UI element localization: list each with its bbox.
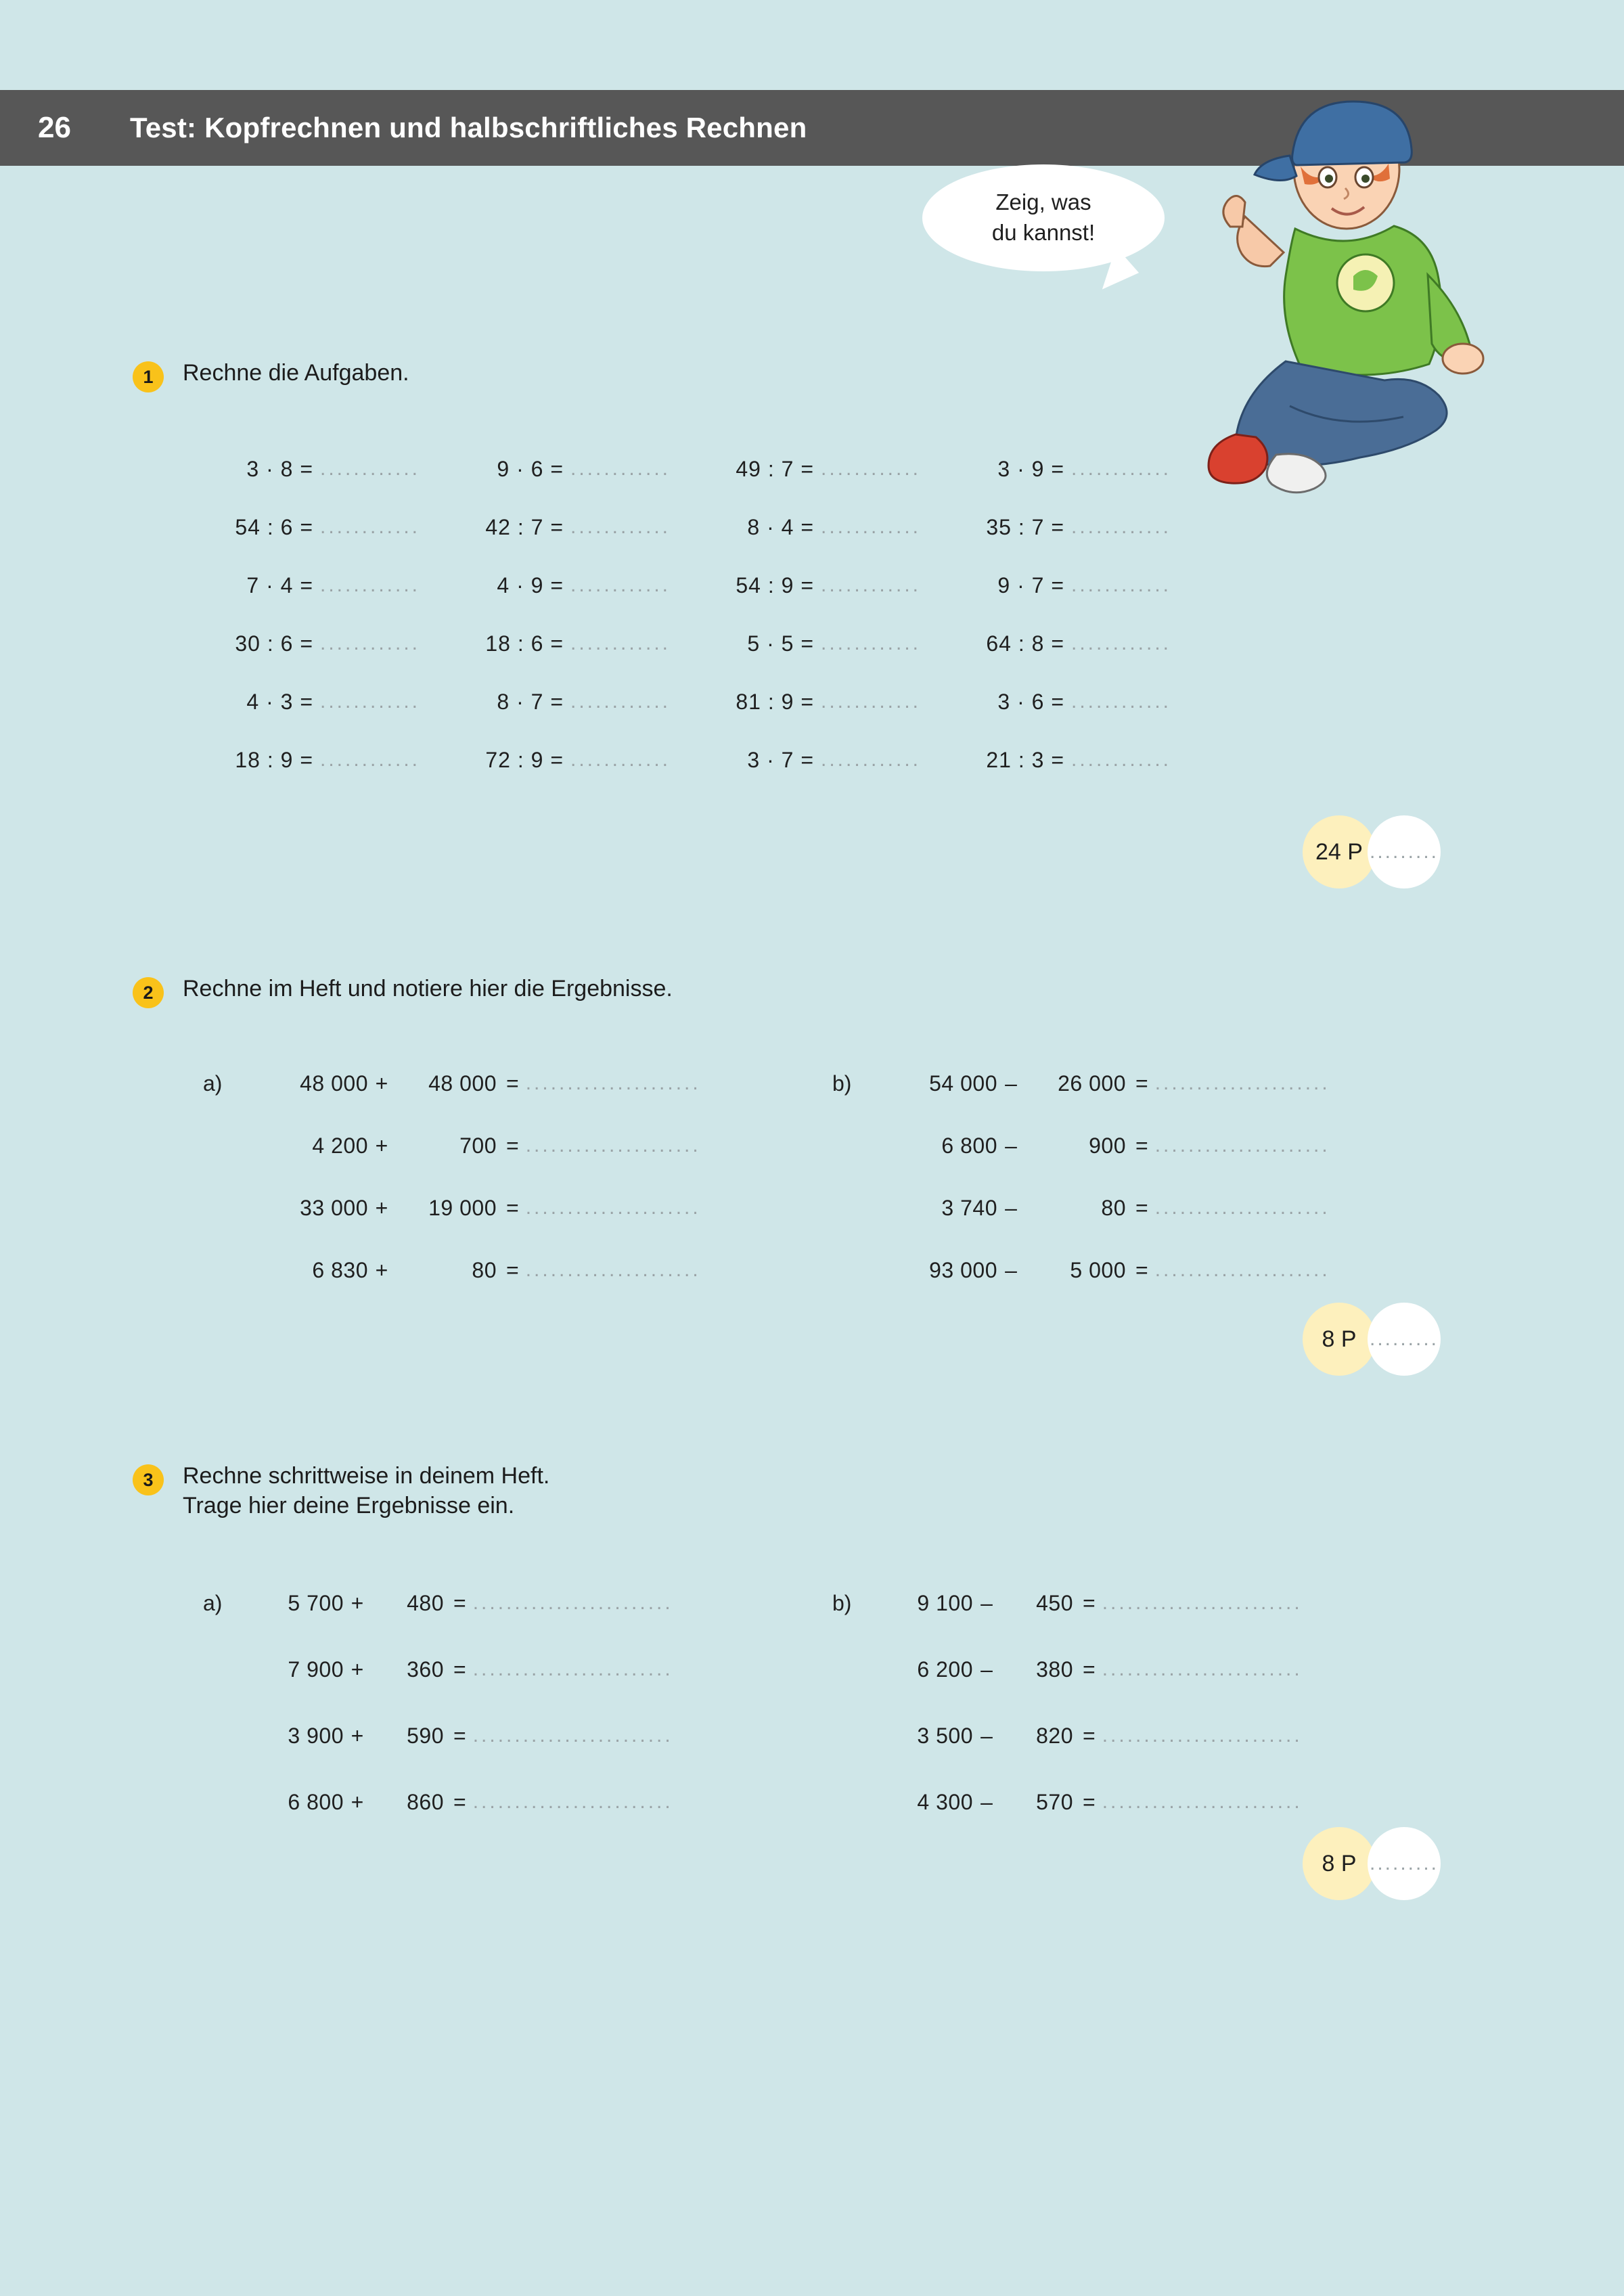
operand-a: 6 200	[917, 1657, 973, 1682]
task-term: 4 · 3 =	[246, 689, 313, 714]
task-row	[203, 1239, 832, 1301]
operand-a: 6 830	[312, 1257, 368, 1282]
exercise-2-task-columns	[203, 1052, 1489, 1301]
column-label: b)	[832, 1590, 852, 1615]
task-row	[832, 1570, 1462, 1636]
operand-a: 6 800	[288, 1789, 344, 1814]
task-row	[832, 1115, 1462, 1177]
answer-blank[interactable]: ............	[1071, 516, 1172, 538]
operator: +	[375, 1257, 388, 1282]
operand-b: 26 000	[1058, 1071, 1126, 1096]
operand-b: 360	[407, 1657, 444, 1682]
task-row	[203, 1177, 832, 1239]
answer-blank[interactable]: ............	[1071, 690, 1172, 713]
answer-blank[interactable]: ........................	[472, 1791, 673, 1813]
equals-sign: =	[453, 1657, 466, 1682]
task-term: 21 : 3 =	[986, 747, 1064, 772]
answer-blank[interactable]: ........................	[1102, 1658, 1303, 1680]
operator: +	[375, 1133, 388, 1158]
speech-bubble-line-1: Zeig, was	[995, 189, 1091, 215]
task-term: 81 : 9 =	[736, 689, 814, 714]
task-row	[203, 1703, 832, 1769]
task-row	[203, 1115, 832, 1177]
task-item	[694, 614, 944, 673]
exercise-2-instruction: Rechne im Heft und notiere hier die Ergebnisse.	[183, 976, 673, 1001]
answer-blank[interactable]: ............	[320, 748, 421, 771]
operand-a: 3 900	[288, 1723, 344, 1748]
task-term: 9 · 6 =	[497, 456, 564, 481]
answer-blank[interactable]: ............	[1071, 574, 1172, 596]
task-item	[944, 440, 1194, 498]
operand-b: 48 000	[428, 1071, 497, 1096]
exercise-3-column-a	[203, 1570, 832, 1835]
operand-a: 3 500	[917, 1723, 973, 1748]
task-item	[694, 731, 944, 789]
answer-blank[interactable]: ........................	[1102, 1791, 1303, 1813]
task-term: 7 · 4 =	[246, 572, 313, 598]
equals-sign: =	[1135, 1133, 1148, 1158]
equals-sign: =	[506, 1195, 519, 1220]
operand-b: 380	[1036, 1657, 1073, 1682]
operator: –	[1005, 1195, 1017, 1220]
equals-sign: =	[506, 1071, 519, 1096]
task-item	[193, 614, 443, 673]
answer-blank[interactable]: .....................	[525, 1072, 701, 1094]
exercise-3-instruction	[183, 1462, 549, 1521]
answer-blank[interactable]: .....................	[525, 1134, 701, 1156]
task-item	[193, 731, 443, 789]
task-item	[443, 440, 694, 498]
answer-blank[interactable]: ............	[821, 457, 922, 480]
operand-a: 93 000	[929, 1257, 997, 1282]
task-row	[832, 1636, 1462, 1703]
exercise-3-instruction-line-2: Trage hier deine Ergebnisse ein.	[183, 1492, 515, 1518]
column-label: a)	[203, 1590, 223, 1615]
operator: –	[980, 1789, 993, 1814]
operand-a: 3 740	[941, 1195, 997, 1220]
answer-blank[interactable]: ............	[320, 690, 421, 713]
answer-blank[interactable]: ............	[821, 632, 922, 654]
operator: –	[1005, 1071, 1017, 1096]
task-term: 4 · 9 =	[497, 572, 564, 598]
equals-sign: =	[1135, 1257, 1148, 1282]
task-term: 3 · 7 =	[747, 747, 814, 772]
answer-blank[interactable]: ........................	[472, 1658, 673, 1680]
task-item	[193, 673, 443, 731]
task-item	[694, 556, 944, 614]
operator: +	[351, 1789, 364, 1814]
column-label: b)	[832, 1071, 852, 1096]
task-term: 5 · 5 =	[747, 631, 814, 656]
operand-b: 80	[1101, 1195, 1126, 1220]
equals-sign: =	[453, 1789, 466, 1814]
answer-blank[interactable]: ............	[821, 748, 922, 771]
operator: +	[375, 1071, 388, 1096]
task-term: 3 · 6 =	[997, 689, 1064, 714]
answer-blank[interactable]: ............	[320, 574, 421, 596]
answer-blank[interactable]: ........................	[472, 1724, 673, 1747]
task-item	[443, 614, 694, 673]
answer-blank[interactable]: ............	[1071, 457, 1172, 480]
operand-b: 5 000	[1070, 1257, 1126, 1282]
equals-sign: =	[1083, 1789, 1096, 1814]
operand-a: 54 000	[929, 1071, 997, 1096]
exercise-2	[0, 974, 1624, 1008]
answer-blank[interactable]: .....................	[1154, 1134, 1330, 1156]
answer-blank[interactable]: ............	[821, 516, 922, 538]
task-item	[443, 556, 694, 614]
operand-b: 700	[459, 1133, 497, 1158]
answer-blank[interactable]: ............	[320, 457, 421, 480]
exercise-2-column-a	[203, 1052, 832, 1301]
task-item	[944, 673, 1194, 731]
speech-bubble-line-2: du kannst!	[991, 220, 1096, 245]
operand-b: 860	[407, 1789, 444, 1814]
task-term: 72 : 9 =	[485, 747, 564, 772]
task-item	[443, 498, 694, 556]
operand-a: 6 800	[941, 1133, 997, 1158]
answer-blank[interactable]: ............	[570, 690, 671, 713]
equals-sign: =	[453, 1590, 466, 1615]
exercise-1	[0, 359, 1624, 392]
task-item	[944, 498, 1194, 556]
task-term: 42 : 7 =	[485, 514, 564, 539]
task-term: 18 : 6 =	[485, 631, 564, 656]
task-item	[694, 498, 944, 556]
operand-b: 19 000	[428, 1195, 497, 1220]
equals-sign: =	[506, 1257, 519, 1282]
task-term: 9 · 7 =	[997, 572, 1064, 598]
equals-sign: =	[453, 1723, 466, 1748]
points-value: 24 P	[1303, 815, 1376, 888]
task-item	[443, 731, 694, 789]
exercise-3-task-columns	[203, 1570, 1489, 1835]
exercise-3	[0, 1462, 1624, 1521]
task-term: 54 : 6 =	[235, 514, 313, 539]
operand-b: 820	[1036, 1723, 1073, 1748]
operand-a: 9 100	[917, 1590, 973, 1615]
operator: +	[351, 1723, 364, 1748]
operand-a: 48 000	[300, 1071, 368, 1096]
operand-a: 4 200	[312, 1133, 368, 1158]
operand-b: 590	[407, 1723, 444, 1748]
points-score-blank[interactable]: .........	[1368, 1827, 1441, 1900]
equals-sign: =	[1083, 1657, 1096, 1682]
equals-sign: =	[1083, 1590, 1096, 1615]
operand-a: 33 000	[300, 1195, 368, 1220]
task-row	[832, 1052, 1462, 1115]
exercise-3-column-b	[832, 1570, 1462, 1835]
answer-blank[interactable]: ............	[570, 457, 671, 480]
exercise-1-points	[1303, 815, 1441, 888]
answer-blank[interactable]: ........................	[472, 1592, 673, 1614]
task-item	[944, 614, 1194, 673]
equals-sign: =	[1135, 1071, 1148, 1096]
operand-b: 450	[1036, 1590, 1073, 1615]
task-item	[694, 673, 944, 731]
task-term: 30 : 6 =	[235, 631, 313, 656]
task-term: 8 · 4 =	[747, 514, 814, 539]
points-value: 8 P	[1303, 1827, 1376, 1900]
exercise-1-number: 1	[133, 361, 164, 392]
operator: –	[980, 1590, 993, 1615]
answer-blank[interactable]: ............	[570, 748, 671, 771]
task-row	[203, 1769, 832, 1835]
exercise-3-points	[1303, 1827, 1441, 1900]
points-value: 8 P	[1303, 1303, 1376, 1376]
task-row	[832, 1239, 1462, 1301]
task-row	[832, 1769, 1462, 1835]
task-row	[203, 1570, 832, 1636]
page-title: Test: Kopfrechnen und halbschriftliches Rechnen	[130, 112, 807, 143]
exercise-3-number: 3	[133, 1464, 164, 1495]
answer-blank[interactable]: .....................	[1154, 1259, 1330, 1281]
equals-sign: =	[1083, 1723, 1096, 1748]
task-item	[944, 556, 1194, 614]
task-item	[193, 440, 443, 498]
operand-a: 5 700	[288, 1590, 344, 1615]
exercise-1-task-grid	[193, 440, 1194, 789]
answer-blank[interactable]: ............	[320, 632, 421, 654]
task-item	[694, 440, 944, 498]
task-row	[203, 1052, 832, 1115]
task-item	[193, 498, 443, 556]
speech-bubble	[922, 164, 1165, 271]
answer-blank[interactable]: .....................	[525, 1259, 701, 1281]
operator: –	[1005, 1257, 1017, 1282]
answer-blank[interactable]: .....................	[1154, 1196, 1330, 1219]
answer-blank[interactable]: ............	[1071, 632, 1172, 654]
exercise-2-points	[1303, 1303, 1441, 1376]
boy-illustration	[1150, 88, 1489, 548]
task-term: 64 : 8 =	[986, 631, 1064, 656]
answer-blank[interactable]: .....................	[1154, 1072, 1330, 1094]
operator: +	[351, 1590, 364, 1615]
task-item	[193, 556, 443, 614]
task-term: 54 : 9 =	[736, 572, 814, 598]
operand-b: 900	[1089, 1133, 1126, 1158]
task-row	[832, 1177, 1462, 1239]
operand-b: 570	[1036, 1789, 1073, 1814]
column-label: a)	[203, 1071, 223, 1096]
operand-b: 80	[472, 1257, 497, 1282]
answer-blank[interactable]: ........................	[1102, 1592, 1303, 1614]
task-term: 49 : 7 =	[736, 456, 814, 481]
equals-sign: =	[506, 1133, 519, 1158]
operand-a: 7 900	[288, 1657, 344, 1682]
operator: +	[351, 1657, 364, 1682]
answer-blank[interactable]: ............	[570, 574, 671, 596]
exercise-2-number: 2	[133, 977, 164, 1008]
task-term: 3 · 8 =	[246, 456, 313, 481]
task-item	[944, 731, 1194, 789]
answer-blank[interactable]: ............	[1071, 748, 1172, 771]
operator: –	[1005, 1133, 1017, 1158]
answer-blank[interactable]: ............	[821, 690, 922, 713]
task-term: 8 · 7 =	[497, 689, 564, 714]
page-number: 26	[38, 111, 71, 144]
exercise-2-column-b	[832, 1052, 1462, 1301]
operator: –	[980, 1657, 993, 1682]
answer-blank[interactable]: ............	[570, 516, 671, 538]
task-term: 18 : 9 =	[235, 747, 313, 772]
answer-blank[interactable]: ........................	[1102, 1724, 1303, 1747]
operand-b: 480	[407, 1590, 444, 1615]
points-score-blank[interactable]: .........	[1368, 1303, 1441, 1376]
equals-sign: =	[1135, 1195, 1148, 1220]
task-item	[443, 673, 694, 731]
points-score-blank[interactable]: .........	[1368, 815, 1441, 888]
answer-blank[interactable]: .....................	[525, 1196, 701, 1219]
operator: –	[980, 1723, 993, 1748]
task-row	[832, 1703, 1462, 1769]
operator: +	[375, 1195, 388, 1220]
answer-blank[interactable]: ............	[320, 516, 421, 538]
answer-blank[interactable]: ............	[570, 632, 671, 654]
task-row	[203, 1636, 832, 1703]
task-term: 35 : 7 =	[986, 514, 1064, 539]
operand-a: 4 300	[917, 1789, 973, 1814]
exercise-3-instruction-line-1: Rechne schrittweise in deinem Heft.	[183, 1463, 550, 1489]
answer-blank[interactable]: ............	[821, 574, 922, 596]
task-term: 3 · 9 =	[997, 456, 1064, 481]
exercise-1-instruction: Rechne die Aufgaben.	[183, 360, 409, 386]
